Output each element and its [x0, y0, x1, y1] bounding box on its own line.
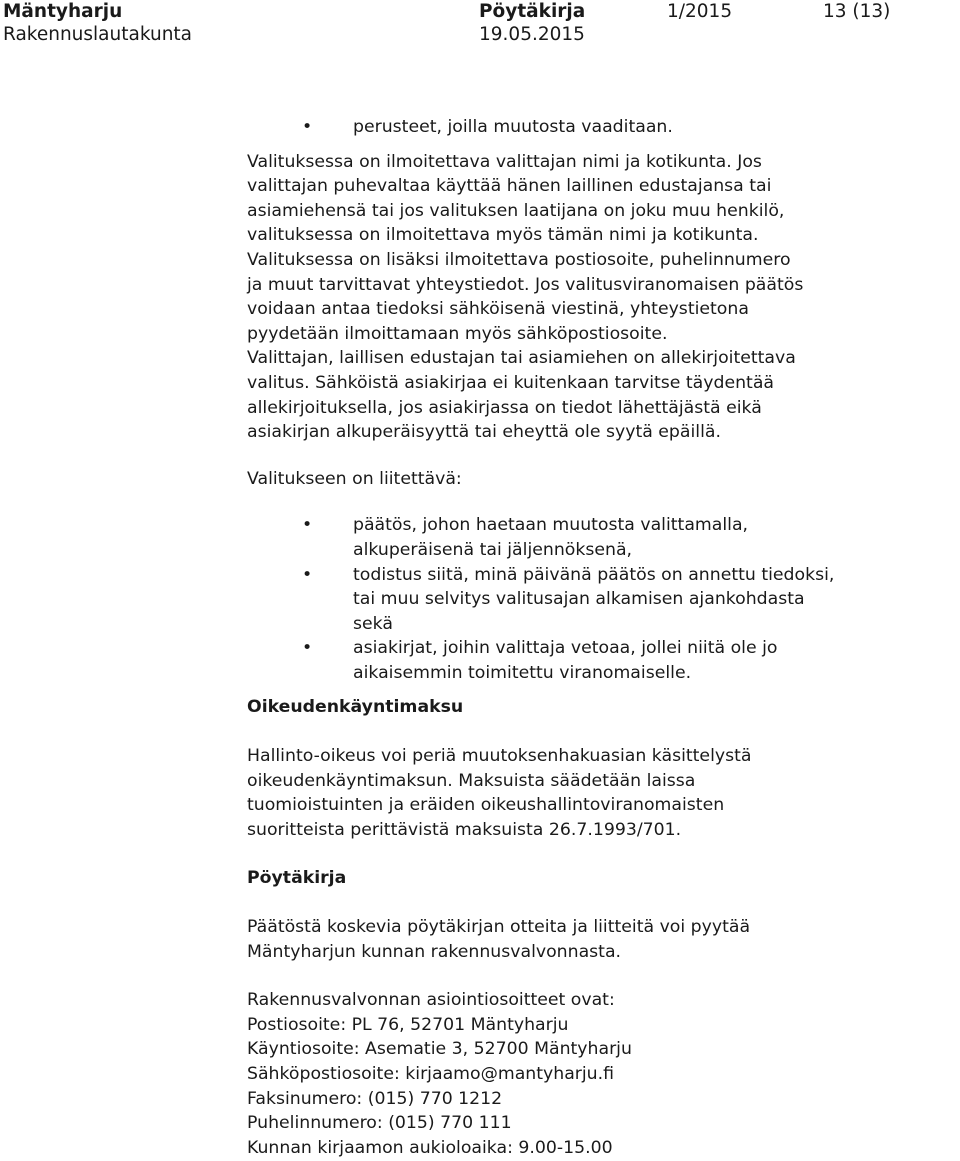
fax-number: Faksinumero: (015) 770 1212 — [247, 1088, 503, 1109]
contact-block — [247, 988, 947, 1160]
list-item — [247, 563, 947, 637]
page-number: 13 (13) — [823, 1, 891, 22]
text-line: pyydetään ilmoittamaan myös sähköpostiosoite. — [247, 323, 668, 344]
phone-number: Puhelinnumero: (015) 770 111 — [247, 1113, 512, 1134]
text-line: allekirjoituksella, jos asiakirjassa on tiedot lähettäjästä eikä — [247, 397, 762, 418]
meeting-date: 19.05.2015 — [479, 24, 585, 45]
board-name: Rakennuslautakunta — [3, 24, 193, 45]
bullet-text: perusteet, joilla muutosta vaaditaan. — [353, 117, 673, 137]
document-body — [247, 115, 947, 1160]
text-line: voidaan antaa tiedoksi sähköisenä viestinä, yhteystietona — [247, 299, 749, 320]
text-line: Mäntyharjun kunnan rakennusvalvonnasta. — [247, 941, 622, 962]
list-item — [247, 513, 947, 562]
text-line: tai muu selvitys valitusajan alkamisen ajankohdasta — [353, 589, 805, 610]
text-line: todistus siitä, minä päivänä päätös on annettu tiedoksi, — [353, 564, 835, 585]
text-line: asiamiehensä tai jos valituksen laatijana on joku muu henkilö, — [247, 200, 785, 221]
text-line: alkuperäisenä tai jäljennöksenä, — [353, 539, 633, 560]
list-item — [247, 636, 947, 685]
minutes-heading: Pöytäkirja — [247, 868, 347, 889]
court-fee-heading: Oikeudenkäyntimaksu — [247, 697, 464, 718]
text-line: Valituksessa on lisäksi ilmoitettava postiosoite, puhelinnumero — [247, 249, 791, 270]
contact-intro: Rakennusvalvonnan asiointiosoitteet ovat: — [247, 990, 615, 1011]
page-header — [0, 0, 960, 48]
text-line: asiakirjan alkuperäisyyttä tai eheyttä ole syytä epäillä. — [247, 422, 721, 443]
text-line: Valittajan, laillisen edustajan tai asiamiehen on allekirjoitettava — [247, 348, 796, 369]
list-item — [247, 115, 947, 140]
text-line: Hallinto-oikeus voi periä muutoksenhakuasian käsittelystä — [247, 746, 752, 767]
top-bullet-list — [247, 115, 947, 140]
text-line: valittajan puhevaltaa käyttää hänen laillinen edustajansa tai — [247, 176, 772, 197]
attachments-intro: Valitukseen on liitettävä: — [247, 468, 462, 489]
bullet-icon: • — [302, 638, 313, 659]
text-line: asiakirjat, joihin valittaja vetoaa, jollei niitä ole jo — [353, 638, 778, 659]
text-line: sekä — [353, 613, 393, 634]
bullet-icon: • — [302, 515, 313, 536]
text-line: valituksessa on ilmoitettava myös tämän nimi ja kotikunta. — [247, 225, 759, 246]
text-line: oikeudenkäyntimaksun. Maksuista säädetään laissa — [247, 770, 696, 791]
bullet-icon: • — [302, 564, 313, 585]
visiting-address: Käyntiosoite: Asematie 3, 52700 Mäntyharju — [247, 1039, 632, 1060]
document-type: Pöytäkirja — [479, 1, 586, 22]
text-line: aikaisemmin toimitettu viranomaiselle. — [353, 662, 692, 683]
text-line: valitus. Sähköistä asiakirjaa ei kuitenkaan tarvitse täydentää — [247, 372, 775, 393]
postal-address: Postiosoite: PL 76, 52701 Mäntyharju — [247, 1014, 569, 1035]
text-line: Valituksessa on ilmoitettava valittajan nimi ja kotikunta. Jos — [247, 151, 762, 172]
municipality-name: Mäntyharju — [3, 1, 123, 22]
court-fee-paragraph — [247, 744, 947, 842]
issue-number: 1/2015 — [667, 1, 733, 22]
minutes-paragraph — [247, 915, 947, 964]
text-line: ja muut tarvittavat yhteystiedot. Jos valitusviranomaisen päätös — [247, 274, 804, 295]
text-line: Päätöstä koskevia pöytäkirjan otteita ja liitteitä voi pyytää — [247, 917, 751, 938]
text-line: tuomioistuinten ja eräiden oikeushallintoviranomaisten — [247, 795, 725, 816]
bullet-icon: • — [302, 117, 313, 137]
attachments-list — [247, 513, 947, 685]
appeal-requirements-paragraph — [247, 150, 947, 445]
email-address: Sähköpostiosoite: kirjaamo@mantyharju.fi — [247, 1064, 615, 1084]
text-line: päätös, johon haetaan muutosta valittamalla, — [353, 515, 749, 536]
office-hours: Kunnan kirjaamon aukioloaika: 9.00-15.00 — [247, 1137, 613, 1158]
text-line: suoritteista perittävistä maksuista 26.7.1993/701. — [247, 819, 682, 840]
